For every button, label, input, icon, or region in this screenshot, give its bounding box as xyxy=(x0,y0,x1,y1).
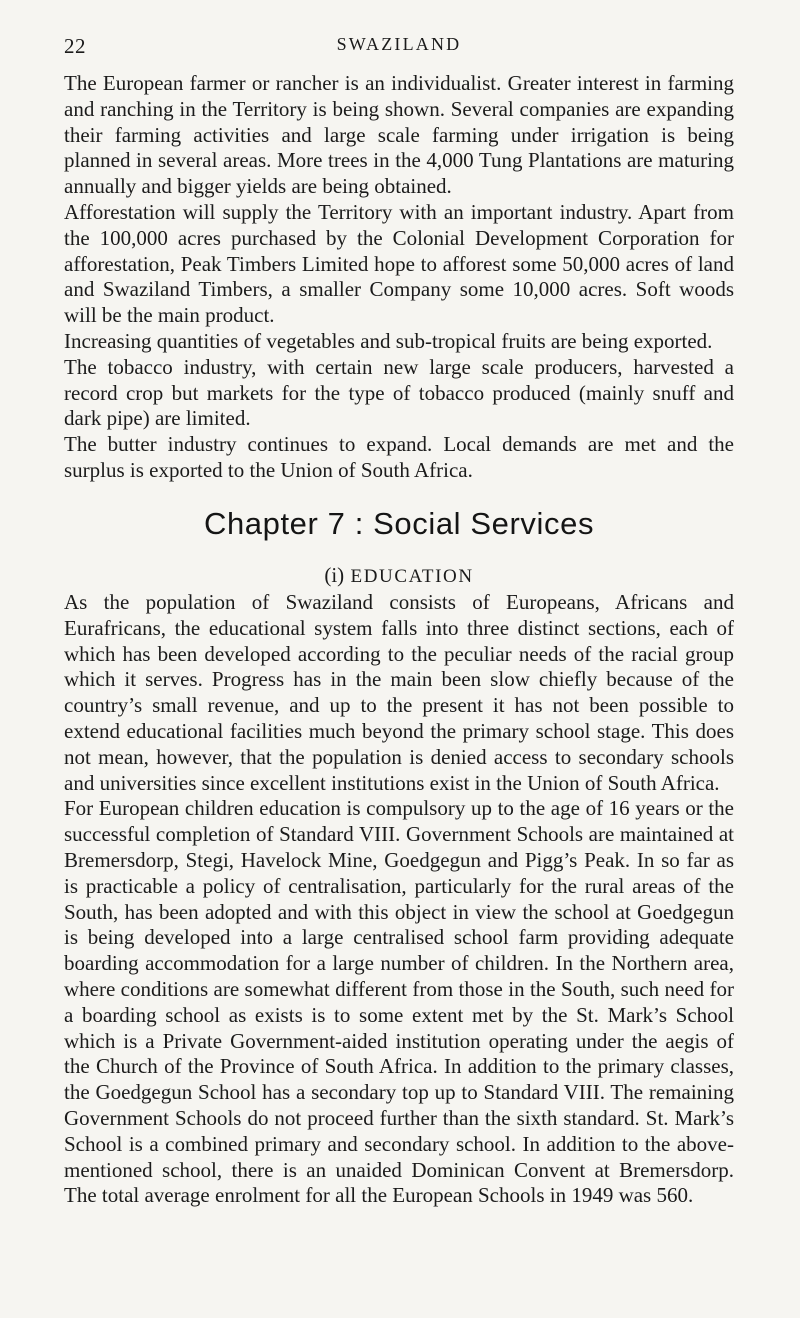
chapter-heading: Chapter 7 : Social Services xyxy=(203,506,595,541)
paragraph-butter: The butter industry continues to expand. Local demands are met and the surplus is exported to the Union of South Africa. xyxy=(64,432,734,482)
paragraph-farming: The European farmer or rancher is an individualist. Greater interest in farming and ranching in the Territory is being shown. Several companies are expanding their farming activities and large scale farming under irrigation is being planned in several areas. More trees in the 4,000 Tung Plantations are maturing annually and bigger yields are being obtained. xyxy=(64,71,734,199)
paragraph-european-schools: For European children education is compulsory up to the age of 16 years or the successful completion of Standard VIII. Government Schools are maintained at Bremersdorp, Stegi, Havelock Mine, Goedgegun and Pigg’s Peak. In so far as is practicable a policy of centralisation, particularly for the rural areas of the South, has been adopted and with this object in view the school at Goedgegun is being developed into a large centralised school farm providing adequate boarding accommodation for a large number of children. In the Northern area, where conditions are somewhat different from those in the South, such need for a boarding school as exists is to some extent met by the St. Mark’s School which is a Private Government-aided institution operating under the aegis of the Church of the Province of South Africa. In addition to the primary classes, the Goedgegun School has a secondary top up to Standard VIII. The remaining Government Schools do not proceed further than the sixth standard. St. Mark’s School is a combined primary and secondary school. In addition to the above-mentioned school, there is an unaided Dominican Convent at Bremersdorp. The total average enrolment for all the European Schools in 1949 was 560. xyxy=(64,796,734,1208)
education-section xyxy=(64,590,734,1209)
intro-section xyxy=(64,71,734,484)
paragraph-education-overview: As the population of Swaziland consists of Europeans, Africans and Eurafricans, the educational system falls into three distinct sections, each of which has been developed according to the peculiar needs of the racial group which it serves. Progress has in the main been slow chiefly because of the country’s small revenue, and up to the present it has not been possible to extend educational facilities much beyond the primary school stage. This does not mean, however, that the population is denied access to secondary schools and universities since excellent institutions exist in the Union of South Africa. xyxy=(64,590,734,795)
running-title: SWAZILAND xyxy=(336,34,462,54)
paragraph-tobacco: The tobacco industry, with certain new large scale producers, harvested a record crop but markets for the type of tobacco produced (mainly snuff and dark pipe) are limited. xyxy=(64,354,734,431)
section-number: (i) xyxy=(324,563,345,587)
paragraph-vegetables: Increasing quantities of vegetables and sub-tropical fruits are being exported. xyxy=(64,328,713,353)
paragraph-afforestation: Afforestation will supply the Territory with an important industry. Apart from the 100,000 acres purchased by the Colonial Development Corporation for afforestation, Peak Timbers Limited hope to afforest some 50,000 acres of land and Swaziland Timbers, a smaller Company some 10,000 acres. Soft woods will be the main product. xyxy=(64,199,734,328)
section-title: EDUCATION xyxy=(350,566,474,587)
page-header xyxy=(64,34,734,62)
section-heading xyxy=(64,563,734,588)
page-number: 22 xyxy=(64,34,86,58)
